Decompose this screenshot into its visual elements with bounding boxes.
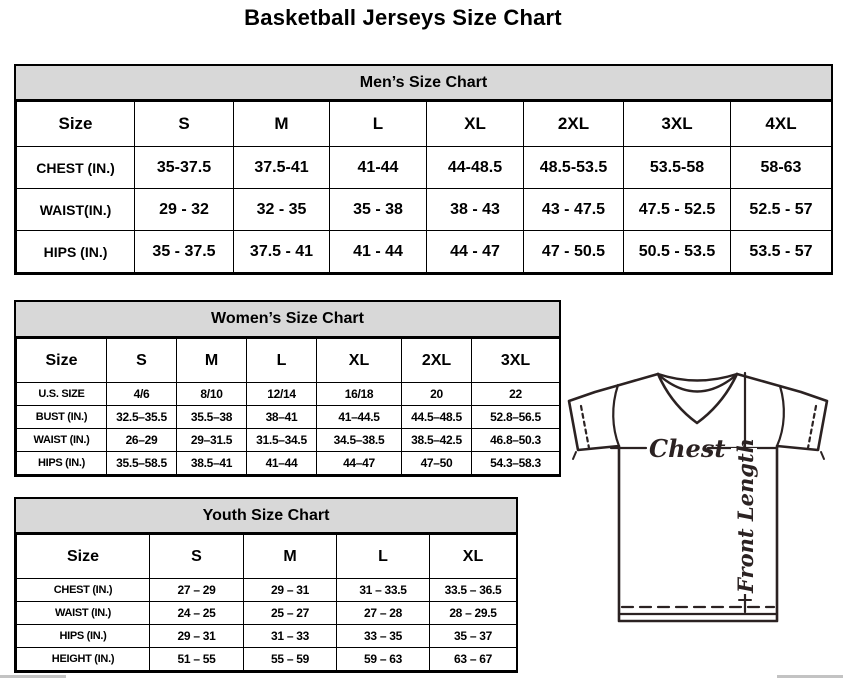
table-row [17, 579, 517, 602]
womens-column-header: Size [17, 339, 107, 383]
size-value-cell: 35 - 38 [330, 189, 427, 231]
size-value-cell: 34.5–38.5 [317, 429, 402, 452]
table-row [17, 648, 517, 671]
table-row [17, 602, 517, 625]
youth-header-row [17, 535, 517, 579]
size-value-cell: 43 - 47.5 [524, 189, 624, 231]
youth-chart-title: Youth Size Chart [16, 499, 516, 534]
left-cuff-tick [573, 452, 576, 459]
womens-column-header: XL [317, 339, 402, 383]
table-row [17, 231, 832, 273]
size-value-cell: 35-37.5 [135, 147, 234, 189]
table-row [17, 147, 832, 189]
youth-column-header: M [244, 535, 337, 579]
womens-header-row [17, 339, 560, 383]
youth-size-table [16, 534, 517, 671]
womens-column-header: 3XL [472, 339, 560, 383]
youth-column-header: L [337, 535, 430, 579]
size-value-cell: 38–41 [247, 406, 317, 429]
row-label: HEIGHT (IN.) [17, 648, 150, 671]
mens-column-header: M [234, 102, 330, 147]
size-value-cell: 29–31.5 [177, 429, 247, 452]
table-row [17, 625, 517, 648]
size-value-cell: 32 - 35 [234, 189, 330, 231]
row-label: CHEST (IN.) [17, 147, 135, 189]
size-value-cell: 52.8–56.5 [472, 406, 560, 429]
size-value-cell: 8/10 [177, 383, 247, 406]
table-row [17, 429, 560, 452]
size-value-cell: 44.5–48.5 [402, 406, 472, 429]
womens-column-header: M [177, 339, 247, 383]
row-label: BUST (IN.) [17, 406, 107, 429]
size-value-cell: 26–29 [107, 429, 177, 452]
size-value-cell: 16/18 [317, 383, 402, 406]
jersey-outline [569, 374, 827, 621]
size-value-cell: 47.5 - 52.5 [624, 189, 731, 231]
size-value-cell: 35 – 37 [430, 625, 517, 648]
womens-chart-title: Women’s Size Chart [16, 302, 559, 338]
youth-column-header: S [150, 535, 244, 579]
left-cuff-dashed-line [581, 406, 589, 448]
size-value-cell: 37.5-41 [234, 147, 330, 189]
right-cuff-tick [821, 452, 824, 459]
mens-column-header: XL [427, 102, 524, 147]
size-value-cell: 24 – 25 [150, 602, 244, 625]
size-value-cell: 53.5 - 57 [731, 231, 832, 273]
size-value-cell: 29 - 32 [135, 189, 234, 231]
mens-chart-title: Men’s Size Chart [16, 66, 831, 101]
size-value-cell: 20 [402, 383, 472, 406]
size-value-cell: 12/14 [247, 383, 317, 406]
size-value-cell: 27 – 29 [150, 579, 244, 602]
size-value-cell: 31 – 33 [244, 625, 337, 648]
size-value-cell: 38.5–41 [177, 452, 247, 475]
jersey-measurement-diagram [555, 360, 843, 630]
row-label: CHEST (IN.) [17, 579, 150, 602]
size-value-cell: 44–47 [317, 452, 402, 475]
size-value-cell: 4/6 [107, 383, 177, 406]
mens-column-header: L [330, 102, 427, 147]
scrollbar-fragment-left[interactable] [0, 675, 66, 678]
row-label: WAIST (IN.) [17, 602, 150, 625]
size-value-cell: 63 – 67 [430, 648, 517, 671]
table-row [17, 189, 832, 231]
size-value-cell: 48.5-53.5 [524, 147, 624, 189]
collar-top-arc [658, 374, 737, 381]
mens-size-table [16, 101, 832, 273]
size-value-cell: 28 – 29.5 [430, 602, 517, 625]
mens-column-header: S [135, 102, 234, 147]
size-value-cell: 33 – 35 [337, 625, 430, 648]
size-value-cell: 47 - 50.5 [524, 231, 624, 273]
size-value-cell: 35.5–38 [177, 406, 247, 429]
mens-size-chart [14, 64, 833, 275]
womens-column-header: S [107, 339, 177, 383]
size-value-cell: 31.5–34.5 [247, 429, 317, 452]
size-value-cell: 29 – 31 [150, 625, 244, 648]
youth-column-header: Size [17, 535, 150, 579]
scrollbar-fragment-right[interactable] [777, 675, 843, 678]
row-label: WAIST (IN.) [17, 429, 107, 452]
size-value-cell: 52.5 - 57 [731, 189, 832, 231]
size-value-cell: 54.3–58.3 [472, 452, 560, 475]
right-cuff-dashed-line [808, 406, 816, 448]
size-value-cell: 27 – 28 [337, 602, 430, 625]
size-value-cell: 41–44.5 [317, 406, 402, 429]
size-value-cell: 50.5 - 53.5 [624, 231, 731, 273]
size-value-cell: 58-63 [731, 147, 832, 189]
size-value-cell: 32.5–35.5 [107, 406, 177, 429]
size-value-cell: 29 – 31 [244, 579, 337, 602]
mens-header-row [17, 102, 832, 147]
size-value-cell: 38.5–42.5 [402, 429, 472, 452]
size-value-cell: 25 – 27 [244, 602, 337, 625]
table-row [17, 452, 560, 475]
size-value-cell: 46.8–50.3 [472, 429, 560, 452]
right-armhole-seam [777, 386, 784, 446]
size-value-cell: 51 – 55 [150, 648, 244, 671]
size-value-cell: 55 – 59 [244, 648, 337, 671]
mens-column-header: 3XL [624, 102, 731, 147]
size-value-cell: 35 - 37.5 [135, 231, 234, 273]
size-value-cell: 35.5–58.5 [107, 452, 177, 475]
row-label: HIPS (IN.) [17, 625, 150, 648]
chest-label: Chest [649, 434, 726, 463]
womens-size-table [16, 338, 560, 475]
row-label: HIPS (IN.) [17, 452, 107, 475]
youth-size-chart [14, 497, 518, 673]
row-label: WAIST(IN.) [17, 189, 135, 231]
left-armhole-seam [613, 385, 619, 446]
size-value-cell: 41-44 [330, 147, 427, 189]
page-title: Basketball Jerseys Size Chart [244, 5, 562, 30]
size-value-cell: 37.5 - 41 [234, 231, 330, 273]
size-value-cell: 44-48.5 [427, 147, 524, 189]
front-length-label: Front Length [733, 438, 758, 593]
youth-column-header: XL [430, 535, 517, 579]
womens-column-header: 2XL [402, 339, 472, 383]
womens-column-header: L [247, 339, 317, 383]
mens-column-header: 2XL [524, 102, 624, 147]
row-label: U.S. SIZE [17, 383, 107, 406]
size-value-cell: 44 - 47 [427, 231, 524, 273]
size-value-cell: 33.5 – 36.5 [430, 579, 517, 602]
size-value-cell: 53.5-58 [624, 147, 731, 189]
mens-column-header: 4XL [731, 102, 832, 147]
size-value-cell: 59 – 63 [337, 648, 430, 671]
size-value-cell: 31 – 33.5 [337, 579, 430, 602]
size-value-cell: 41 - 44 [330, 231, 427, 273]
row-label: HIPS (IN.) [17, 231, 135, 273]
size-value-cell: 41–44 [247, 452, 317, 475]
size-value-cell: 22 [472, 383, 560, 406]
table-row [17, 383, 560, 406]
table-row [17, 406, 560, 429]
womens-size-chart [14, 300, 561, 477]
size-value-cell: 47–50 [402, 452, 472, 475]
size-value-cell: 38 - 43 [427, 189, 524, 231]
mens-column-header: Size [17, 102, 135, 147]
